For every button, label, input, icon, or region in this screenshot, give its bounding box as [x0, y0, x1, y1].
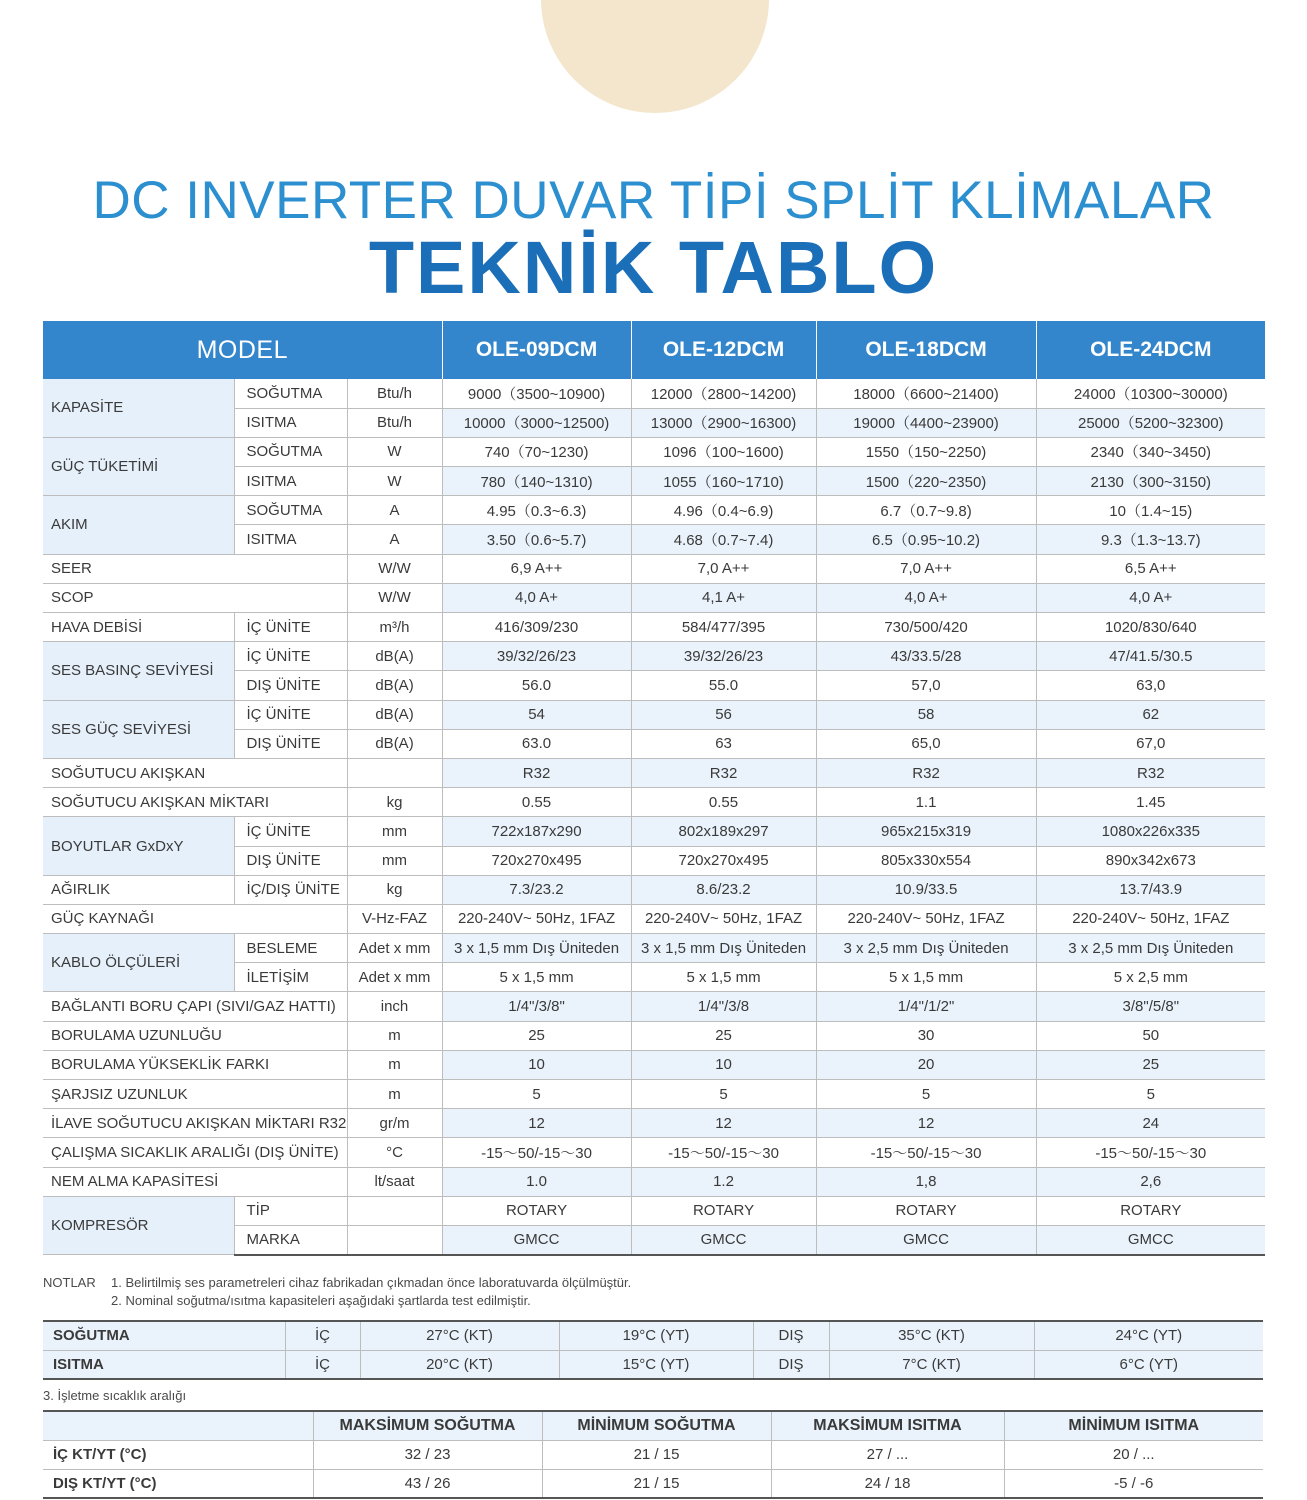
spec-row-sublabel: SOĞUTMA: [234, 496, 347, 525]
spec-cell: 63.0: [442, 729, 631, 758]
spec-cell: 58: [816, 700, 1036, 729]
condition-row: [43, 1350, 1263, 1379]
spec-cell: -15〜50/-15〜30: [816, 1138, 1036, 1167]
spec-cell: 2340（340~3450): [1036, 437, 1265, 466]
spec-cell: 1.0: [442, 1167, 631, 1196]
spec-row: [43, 496, 1265, 525]
spec-cell: 4,1 A+: [631, 583, 816, 612]
spec-row-unit: lt/saat: [347, 1167, 442, 1196]
spec-cell: 1/4"/3/8: [631, 992, 816, 1021]
operating-cell: -5 / -6: [1004, 1469, 1263, 1498]
spec-cell: 0.55: [442, 788, 631, 817]
spec-cell: 13.7/43.9: [1036, 875, 1265, 904]
operating-row-label: DIŞ KT/YT (°C): [43, 1469, 313, 1498]
spec-row-sublabel: İLETİŞİM: [234, 963, 347, 992]
spec-cell: R32: [442, 758, 631, 787]
condition-cell: DIŞ: [753, 1321, 829, 1350]
spec-row-label: BORULAMA UZUNLUĞU: [43, 1021, 347, 1050]
spec-cell: 722x187x290: [442, 817, 631, 846]
operating-header: MAKSİMUM SOĞUTMA: [313, 1411, 542, 1440]
spec-row: [43, 1109, 1265, 1138]
spec-cell: 416/309/230: [442, 613, 631, 642]
spec-row-unit: Btu/h: [347, 408, 442, 437]
spec-row-sublabel: ISITMA: [234, 408, 347, 437]
spec-row-unit: kg: [347, 875, 442, 904]
condition-cell: 35°C (KT): [829, 1321, 1034, 1350]
spec-cell: 19000（4400~23900): [816, 408, 1036, 437]
spec-row-label: HAVA DEBİSİ: [43, 613, 234, 642]
spec-row-label: KOMPRESÖR: [43, 1196, 234, 1254]
spec-cell: 50: [1036, 1021, 1265, 1050]
spec-row: [43, 700, 1265, 729]
spec-cell: 965x215x319: [816, 817, 1036, 846]
spec-cell: 25000（5200~32300): [1036, 408, 1265, 437]
spec-cell: ROTARY: [442, 1196, 631, 1225]
spec-cell: 1.2: [631, 1167, 816, 1196]
spec-row-label: BORULAMA YÜKSEKLİK FARKI: [43, 1050, 347, 1079]
spec-cell: 3 x 1,5 mm Dış Üniteden: [442, 934, 631, 963]
spec-cell: 5 x 2,5 mm: [1036, 963, 1265, 992]
spec-cell: 220-240V~ 50Hz, 1FAZ: [442, 904, 631, 933]
spec-cell: 1/4"/1/2": [816, 992, 1036, 1021]
spec-row-unit: A: [347, 525, 442, 554]
spec-cell: 57,0: [816, 671, 1036, 700]
spec-row: [43, 554, 1265, 583]
spec-cell: 730/500/420: [816, 613, 1036, 642]
spec-row-sublabel: İÇ ÜNİTE: [234, 613, 347, 642]
spec-row-unit: [347, 758, 442, 787]
spec-row-label: BOYUTLAR GxDxY: [43, 817, 234, 875]
model-col-2: OLE-12DCM: [631, 321, 816, 379]
condition-cell: İÇ: [285, 1350, 360, 1379]
spec-cell: 4,0 A+: [816, 583, 1036, 612]
spec-row-unit: inch: [347, 992, 442, 1021]
spec-row-unit: dB(A): [347, 729, 442, 758]
spec-row-label: GÜÇ TÜKETİMİ: [43, 437, 234, 495]
spec-cell: 67,0: [1036, 729, 1265, 758]
spec-cell: 220-240V~ 50Hz, 1FAZ: [1036, 904, 1265, 933]
spec-cell: 740（70~1230): [442, 437, 631, 466]
condition-cell: 24°C (YT): [1034, 1321, 1263, 1350]
page-title: DC INVERTER DUVAR TİPİ SPLİT KLİMALAR: [92, 171, 1215, 230]
condition-cell: DIŞ: [753, 1350, 829, 1379]
spec-cell: GMCC: [631, 1225, 816, 1254]
spec-row-sublabel: MARKA: [234, 1225, 347, 1254]
spec-row-label: SCOP: [43, 583, 347, 612]
spec-cell: 7,0 A++: [816, 554, 1036, 583]
operating-cell: 24 / 18: [771, 1469, 1004, 1498]
spec-cell: 890x342x673: [1036, 846, 1265, 875]
spec-row-sublabel: TİP: [234, 1196, 347, 1225]
spec-cell: 47/41.5/30.5: [1036, 642, 1265, 671]
spec-row-unit: A: [347, 496, 442, 525]
model-header: MODEL: [43, 321, 442, 379]
spec-cell: 3/8"/5/8": [1036, 992, 1265, 1021]
spec-row: [43, 1138, 1265, 1167]
spec-cell: 20: [816, 1050, 1036, 1079]
operating-header-blank: [43, 1411, 313, 1440]
operating-row: [43, 1469, 1263, 1498]
operating-cell: 21 / 15: [542, 1440, 771, 1469]
spec-row-label: AKIM: [43, 496, 234, 554]
spec-cell: 8.6/23.2: [631, 875, 816, 904]
spec-cell: 5: [816, 1080, 1036, 1109]
spec-cell: 30: [816, 1021, 1036, 1050]
spec-cell: 5 x 1,5 mm: [631, 963, 816, 992]
spec-header-row: [43, 321, 1265, 379]
spec-cell: 65,0: [816, 729, 1036, 758]
spec-row-sublabel: SOĞUTMA: [234, 379, 347, 408]
spec-cell: ROTARY: [816, 1196, 1036, 1225]
spec-row-label: SES BASINÇ SEVİYESİ: [43, 642, 234, 700]
spec-cell: 56.0: [442, 671, 631, 700]
spec-row-unit: W/W: [347, 583, 442, 612]
spec-cell: 6.7（0.7~9.8): [816, 496, 1036, 525]
spec-row-unit: mm: [347, 846, 442, 875]
spec-cell: 13000（2900~16300): [631, 408, 816, 437]
spec-cell: 1500（220~2350): [816, 467, 1036, 496]
spec-row-label: GÜÇ KAYNAĞI: [43, 904, 347, 933]
spec-cell: 4.95（0.3~6.3): [442, 496, 631, 525]
spec-row-sublabel: DIŞ ÜNİTE: [234, 671, 347, 700]
spec-cell: 12: [442, 1109, 631, 1138]
spec-row: [43, 817, 1265, 846]
note-1: 1. Belirtilmiş ses parametreleri cihaz fabrikadan çıkmadan önce laboratuvarda ölçülmüştür.: [111, 1275, 632, 1290]
spec-cell: 6,5 A++: [1036, 554, 1265, 583]
spec-cell: 5 x 1,5 mm: [816, 963, 1036, 992]
spec-row-label: ŞARJSIZ UZUNLUK: [43, 1080, 347, 1109]
operating-cell: 20 / ...: [1004, 1440, 1263, 1469]
spec-cell: 10（1.4~15): [1036, 496, 1265, 525]
condition-cell: 27°C (KT): [360, 1321, 559, 1350]
spec-row-label: SOĞUTUCU AKIŞKAN: [43, 758, 347, 787]
spec-cell: GMCC: [442, 1225, 631, 1254]
spec-cell: 220-240V~ 50Hz, 1FAZ: [631, 904, 816, 933]
spec-cell: 25: [1036, 1050, 1265, 1079]
spec-row-sublabel: BESLEME: [234, 934, 347, 963]
operating-cell: 27 / ...: [771, 1440, 1004, 1469]
spec-row-unit: W/W: [347, 554, 442, 583]
spec-cell: 780（140~1310): [442, 467, 631, 496]
spec-row-unit: mm: [347, 817, 442, 846]
spec-cell: 56: [631, 700, 816, 729]
spec-cell: 3 x 1,5 mm Dış Üniteden: [631, 934, 816, 963]
spec-row-label: KABLO ÖLÇÜLERİ: [43, 934, 234, 992]
spec-cell: 584/477/395: [631, 613, 816, 642]
spec-row: [43, 1196, 1265, 1225]
spec-row-unit: m: [347, 1080, 442, 1109]
operating-cell: 32 / 23: [313, 1440, 542, 1469]
spec-cell: 24000（10300~30000): [1036, 379, 1265, 408]
spec-cell: 720x270x495: [442, 846, 631, 875]
spec-row: [43, 788, 1265, 817]
spec-row-sublabel: DIŞ ÜNİTE: [234, 846, 347, 875]
spec-cell: 10.9/33.5: [816, 875, 1036, 904]
spec-row: [43, 1021, 1265, 1050]
note-3: 3. İşletme sıcaklık aralığı: [43, 1388, 187, 1403]
spec-cell: 5: [442, 1080, 631, 1109]
spec-row-unit: m: [347, 1050, 442, 1079]
spec-cell: 12000（2800~14200): [631, 379, 816, 408]
spec-cell: 805x330x554: [816, 846, 1036, 875]
spec-cell: 0.55: [631, 788, 816, 817]
spec-row-sublabel: ISITMA: [234, 467, 347, 496]
spec-row-unit: dB(A): [347, 700, 442, 729]
test-conditions-table: [43, 1320, 1263, 1380]
operating-header: MİNİMUM SOĞUTMA: [542, 1411, 771, 1440]
spec-cell: 43/33.5/28: [816, 642, 1036, 671]
spec-row-unit: dB(A): [347, 671, 442, 700]
spec-cell: 25: [442, 1021, 631, 1050]
spec-row: [43, 613, 1265, 642]
note-2: 2. Nominal soğutma/ısıtma kapasiteleri aşağıdaki şartlarda test edilmiştir.: [111, 1293, 531, 1308]
spec-cell: 25: [631, 1021, 816, 1050]
spec-cell: 5: [631, 1080, 816, 1109]
spec-cell: 720x270x495: [631, 846, 816, 875]
spec-cell: ROTARY: [631, 1196, 816, 1225]
operating-header: MİNİMUM ISITMA: [1004, 1411, 1263, 1440]
spec-cell: R32: [1036, 758, 1265, 787]
spec-row-unit: W: [347, 437, 442, 466]
spec-row-label: SES GÜÇ SEVİYESİ: [43, 700, 234, 758]
spec-cell: 5: [1036, 1080, 1265, 1109]
spec-cell: 3 x 2,5 mm Dış Üniteden: [1036, 934, 1265, 963]
spec-cell: 1,8: [816, 1167, 1036, 1196]
spec-cell: 12: [816, 1109, 1036, 1138]
spec-cell: 4.68（0.7~7.4): [631, 525, 816, 554]
spec-table: [43, 321, 1265, 1256]
spec-row: [43, 758, 1265, 787]
spec-row-sublabel: DIŞ ÜNİTE: [234, 729, 347, 758]
spec-cell: 55.0: [631, 671, 816, 700]
spec-row: [43, 379, 1265, 408]
spec-cell: 2130（300~3150): [1036, 467, 1265, 496]
spec-row-label: KAPASİTE: [43, 379, 234, 437]
spec-cell: 1055（160~1710): [631, 467, 816, 496]
spec-row: [43, 904, 1265, 933]
operating-header-row: [43, 1411, 1263, 1440]
spec-row-unit: gr/m: [347, 1109, 442, 1138]
spec-row-unit: Adet x mm: [347, 963, 442, 992]
condition-row: [43, 1321, 1263, 1350]
spec-row-label: BAĞLANTI BORU ÇAPI (SIVI/GAZ HATTI): [43, 992, 347, 1021]
operating-row: [43, 1440, 1263, 1469]
decorative-circle: [541, 0, 769, 113]
spec-cell: 62: [1036, 700, 1265, 729]
operating-cell: 43 / 26: [313, 1469, 542, 1498]
spec-cell: 10000（3000~12500): [442, 408, 631, 437]
condition-cell: 7°C (KT): [829, 1350, 1034, 1379]
spec-row-label: ÇALIŞMA SICAKLIK ARALIĞI (DIŞ ÜNİTE): [43, 1138, 347, 1167]
spec-cell: 7,0 A++: [631, 554, 816, 583]
spec-cell: 1.45: [1036, 788, 1265, 817]
spec-cell: 9000（3500~10900): [442, 379, 631, 408]
spec-cell: 39/32/26/23: [442, 642, 631, 671]
spec-row-unit: m: [347, 1021, 442, 1050]
spec-cell: -15〜50/-15〜30: [1036, 1138, 1265, 1167]
spec-cell: 1020/830/640: [1036, 613, 1265, 642]
spec-cell: 3.50（0.6~5.7): [442, 525, 631, 554]
spec-row-sublabel: İÇ ÜNİTE: [234, 642, 347, 671]
spec-cell: 1550（150~2250): [816, 437, 1036, 466]
spec-cell: -15〜50/-15〜30: [442, 1138, 631, 1167]
spec-row: [43, 875, 1265, 904]
spec-row-unit: Adet x mm: [347, 934, 442, 963]
spec-row-label: SEER: [43, 554, 347, 583]
spec-row-label: AĞIRLIK: [43, 875, 234, 904]
spec-row-label: İLAVE SOĞUTUCU AKIŞKAN MİKTARI R32: [43, 1109, 347, 1138]
model-col-4: OLE-24DCM: [1036, 321, 1265, 379]
spec-cell: 1096（100~1600): [631, 437, 816, 466]
spec-row-unit: [347, 1225, 442, 1254]
spec-row-unit: kg: [347, 788, 442, 817]
spec-row: [43, 1167, 1265, 1196]
spec-cell: 12: [631, 1109, 816, 1138]
spec-cell: 4,0 A+: [442, 583, 631, 612]
spec-cell: R32: [816, 758, 1036, 787]
spec-row-sublabel: SOĞUTMA: [234, 437, 347, 466]
spec-cell: 63,0: [1036, 671, 1265, 700]
spec-cell: 3 x 2,5 mm Dış Üniteden: [816, 934, 1036, 963]
condition-cell: 19°C (YT): [559, 1321, 753, 1350]
spec-row-unit: V-Hz-FAZ: [347, 904, 442, 933]
spec-cell: 220-240V~ 50Hz, 1FAZ: [816, 904, 1036, 933]
spec-row-unit: m³/h: [347, 613, 442, 642]
spec-cell: ROTARY: [1036, 1196, 1265, 1225]
operating-cell: 21 / 15: [542, 1469, 771, 1498]
spec-cell: 1/4"/3/8": [442, 992, 631, 1021]
condition-mode: ISITMA: [43, 1350, 285, 1379]
operating-row-label: İÇ KT/YT (°C): [43, 1440, 313, 1469]
spec-cell: 5 x 1,5 mm: [442, 963, 631, 992]
page-subtitle: TEKNİK TABLO: [368, 226, 939, 309]
spec-cell: 2,6: [1036, 1167, 1265, 1196]
spec-row: [43, 992, 1265, 1021]
spec-cell: 63: [631, 729, 816, 758]
spec-cell: 1080x226x335: [1036, 817, 1265, 846]
spec-cell: 39/32/26/23: [631, 642, 816, 671]
model-col-1: OLE-09DCM: [442, 321, 631, 379]
operating-range-table: [43, 1410, 1263, 1499]
spec-row-sublabel: İÇ ÜNİTE: [234, 817, 347, 846]
spec-cell: R32: [631, 758, 816, 787]
condition-cell: İÇ: [285, 1321, 360, 1350]
spec-row-sublabel: İÇ/DIŞ ÜNİTE: [234, 875, 347, 904]
condition-cell: 20°C (KT): [360, 1350, 559, 1379]
spec-cell: 24: [1036, 1109, 1265, 1138]
spec-cell: 1.1: [816, 788, 1036, 817]
spec-cell: 4,0 A+: [1036, 583, 1265, 612]
condition-cell: 6°C (YT): [1034, 1350, 1263, 1379]
spec-cell: 7.3/23.2: [442, 875, 631, 904]
spec-cell: 802x189x297: [631, 817, 816, 846]
spec-cell: 10: [631, 1050, 816, 1079]
spec-row-label: SOĞUTUCU AKIŞKAN MİKTARI: [43, 788, 347, 817]
spec-row: [43, 583, 1265, 612]
spec-cell: 6,9 A++: [442, 554, 631, 583]
operating-header: MAKSİMUM ISITMA: [771, 1411, 1004, 1440]
spec-cell: GMCC: [816, 1225, 1036, 1254]
spec-row-label: NEM ALMA KAPASİTESİ: [43, 1167, 347, 1196]
spec-cell: 10: [442, 1050, 631, 1079]
spec-row: [43, 642, 1265, 671]
spec-cell: -15〜50/-15〜30: [631, 1138, 816, 1167]
spec-row-unit: [347, 1196, 442, 1225]
spec-row: [43, 437, 1265, 466]
spec-row-unit: W: [347, 467, 442, 496]
spec-cell: 6.5（0.95~10.2): [816, 525, 1036, 554]
spec-row-unit: dB(A): [347, 642, 442, 671]
spec-row: [43, 934, 1265, 963]
spec-cell: GMCC: [1036, 1225, 1265, 1254]
spec-row-unit: °C: [347, 1138, 442, 1167]
notes-label: NOTLAR: [43, 1275, 96, 1290]
spec-row-sublabel: ISITMA: [234, 525, 347, 554]
spec-row-unit: Btu/h: [347, 379, 442, 408]
spec-cell: 4.96（0.4~6.9): [631, 496, 816, 525]
spec-cell: 18000（6600~21400): [816, 379, 1036, 408]
condition-mode: SOĞUTMA: [43, 1321, 285, 1350]
spec-row: [43, 1050, 1265, 1079]
spec-row: [43, 1080, 1265, 1109]
spec-cell: 9.3（1.3~13.7): [1036, 525, 1265, 554]
spec-cell: 54: [442, 700, 631, 729]
spec-row-sublabel: İÇ ÜNİTE: [234, 700, 347, 729]
model-col-3: OLE-18DCM: [816, 321, 1036, 379]
condition-cell: 15°C (YT): [559, 1350, 753, 1379]
